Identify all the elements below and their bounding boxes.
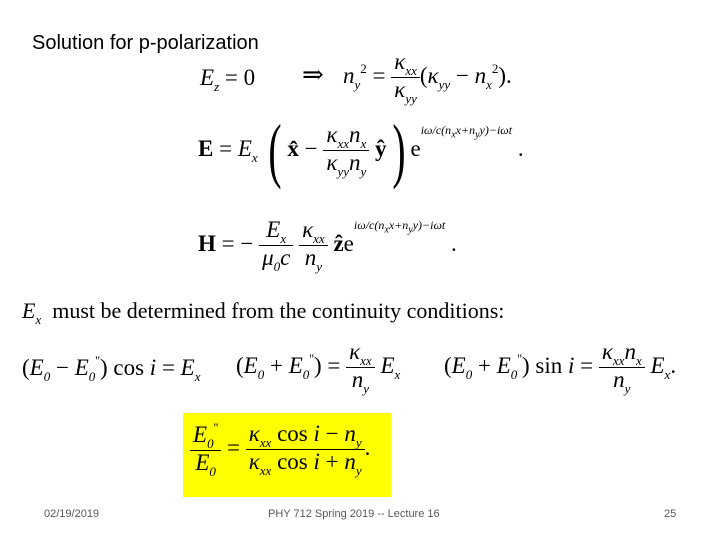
equation-ez: $E_z = 0$ — [200, 65, 256, 94]
equation-e-field: $E = E_x$ ( x̂ − $\frac{\kappa_{xx}n_x}{\kappa_{yy}n_y}$ ŷ) $e^{i\omega/c(n_xx+n_yy)-i\omega t}$ . — [198, 110, 524, 190]
result-equation: $\frac{E_0''}{E_0}$ = $\frac{\kappa_{xx} \cos i - n_y}{\kappa_{xx} \cos i + n_y}$ . — [190, 421, 370, 478]
continuity-eq-3: $(E_0 + E_0'')$ sin i = $\frac{\kappa_{xx}n_x}{n_y}$ $E_x$. — [444, 339, 677, 396]
continuity-statement — [22, 298, 504, 328]
equation-ny: $n_y^2$ = $\frac{\kappa_{xx}}{\kappa_{yy}}$ $(\kappa_{yy} - n_x^2)$. — [343, 49, 512, 106]
statement-text: must be determined from the continuity conditions: — [52, 298, 505, 323]
implies-arrow: ⇒ — [302, 60, 324, 89]
statement-variable: E — [22, 298, 36, 323]
equation-h-field: H = − $\frac{E_x}{\mu_0c}$ $\frac{\kappa_{xx}}{n_y}$ $ẑe^{i\omega/c(n_xx+n_yy)-i\omega t}$ . — [198, 217, 457, 274]
footer-page-number: 25 — [664, 508, 677, 520]
continuity-eq-1: $(E_0 - E_0'')$ $\cos i = E_x$ — [22, 353, 201, 384]
slide-title: Solution for p-polarization — [32, 32, 259, 54]
continuity-eq-2: $(E_0 + E_0'')$ = $\frac{\kappa_{xx}}{n_y}$ $E_x$ — [236, 339, 401, 396]
footer-date: 02/19/2019 — [44, 508, 100, 520]
statement-variable-sub: x — [35, 312, 42, 327]
footer-course: PHY 712 Spring 2019 -- Lecture 16 — [268, 508, 440, 520]
